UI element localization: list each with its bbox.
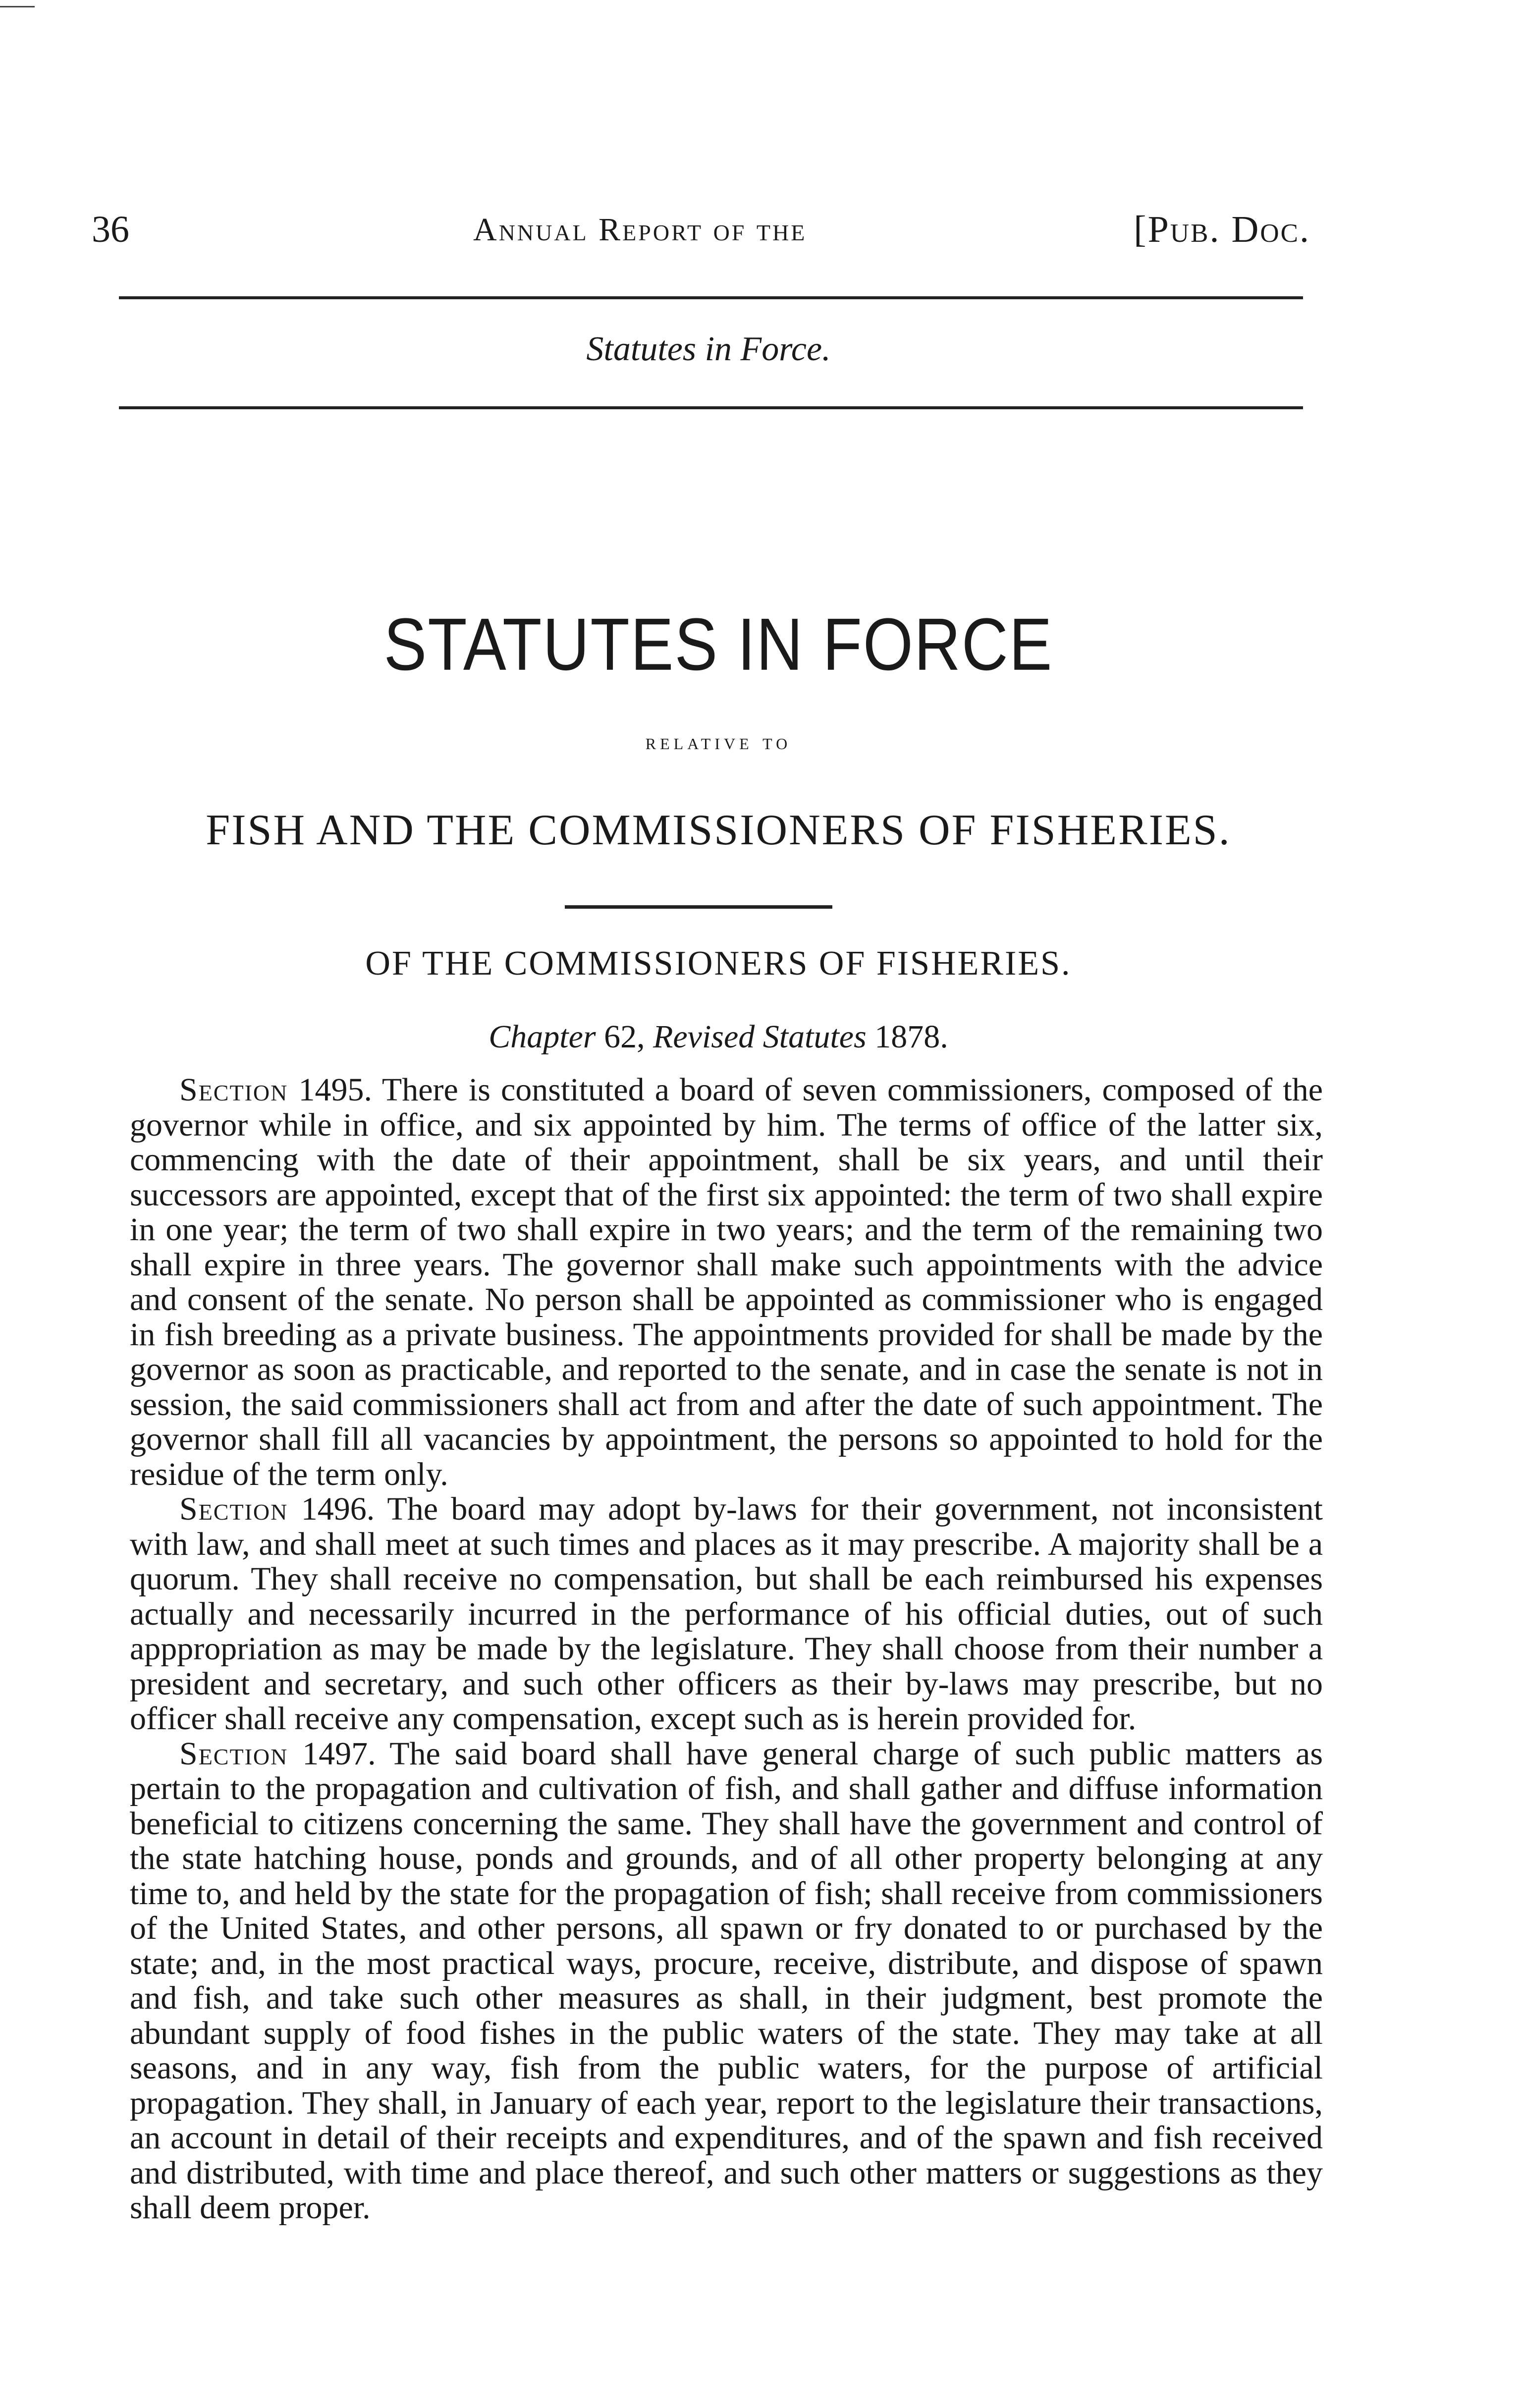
section-number: 1496. [301, 1491, 375, 1527]
section-text: The said board shall have general charge of such public matters as pertain to the propagation and cultivation of fish, and shall gather and diffuse information beneficial to citizens concerning the same. They shall have the government and control of the state hatching house, ponds and grounds, and of all other property belonging at any time to, and held by the state for the propagation of fish; shall receive from commissioners of the United States, and other persons, all spawn or fry donated to or purchased by the state; and, in the most practical ways, procure, receive, distribute, and dispose of spawn and fish, and take such other measures as shall, in their judgment, best promote the abundant supply of food fishes in the public waters of the state. They may take at all seasons, and in any way, fish from the public waters, for the purpose of artificial propagation. They shall, in January of each year, report to the legislature their transactions, an account in detail of their receipts and expenditures, and of the spawn and fish received and distributed, with time and place thereof, and such other matters or suggestions as they shall deem proper. [130, 1735, 1323, 2226]
statutes-name: Revised Statutes [653, 1019, 867, 1055]
section-text: The board may adopt by-laws for their government, not inconsistent with law, and shall meet at such times and places as it may prescribe. A majority shall be a quorum. They shall receive no compensation, but shall be each reimbursed his expenses actually and necessarily incurred in the performance of his official duties, out of such apppropriation as may be made by the legislature. They shall choose from their number a president and secretary, and such other officers as their by-laws may prescribe, but no officer shall receive any compensation, except such as is herein provided for. [130, 1491, 1323, 1737]
header-rule-bottom [119, 406, 1303, 409]
running-head-title: Annual Report of the [473, 212, 807, 248]
title-connector: relative to [645, 729, 792, 754]
chapter-citation [0, 1018, 1437, 1056]
statute-section [130, 1737, 1323, 2226]
page-title: STATUTES IN FORCE [383, 602, 1053, 686]
header-rule-top [119, 296, 1303, 299]
statute-section [130, 1073, 1323, 1492]
page-subtitle: FISH AND THE COMMISSIONERS OF FISHERIES. [206, 806, 1231, 854]
section-label: Section [179, 1491, 288, 1527]
title-divider [565, 905, 832, 909]
section-label: Section [179, 1735, 288, 1772]
section-heading: OF THE COMMISSIONERS OF FISHERIES. [365, 944, 1072, 983]
section-text: There is constituted a board of seven commissioners, composed of the governor while in office, and six appointed by him. The terms of office of the latter six, commencing with the date of their appointment, shall be six years, and until their successors are appointed, except that of the first six appointed: the term of two shall expire in one year; the term of two shall expire in two years; and the term of the remaining two shall expire in three years. The governor shall make such appointments with the advice and consent of the senate. No person shall be appointed as commissioner who is engaged in fish breeding as a private business. The appointments provided for shall be made by the governor as soon as practicable, and reported to the senate, and in case the senate is not in session, the said commissioners shall act from and after the date of such appointment. The governor shall fill all vacancies by appointment, the persons so appointed to hold for the residue of the term only. [130, 1072, 1323, 1492]
statute-body [130, 1073, 1323, 2226]
statute-section [130, 1492, 1323, 1737]
document-reference: [Pub. Doc. [1134, 209, 1310, 250]
section-number: 1495. [298, 1072, 372, 1108]
chapter-number: 62, [604, 1019, 645, 1055]
section-number: 1497. [302, 1735, 376, 1772]
statutes-year: 1878. [874, 1019, 948, 1055]
running-head [92, 208, 1310, 253]
scan-edge-mark [0, 6, 35, 7]
page-number: 36 [92, 209, 129, 250]
section-label: Section [179, 1072, 288, 1108]
chapter-word: Chapter [489, 1019, 596, 1055]
running-subhead: Statutes in Force. [586, 330, 831, 368]
